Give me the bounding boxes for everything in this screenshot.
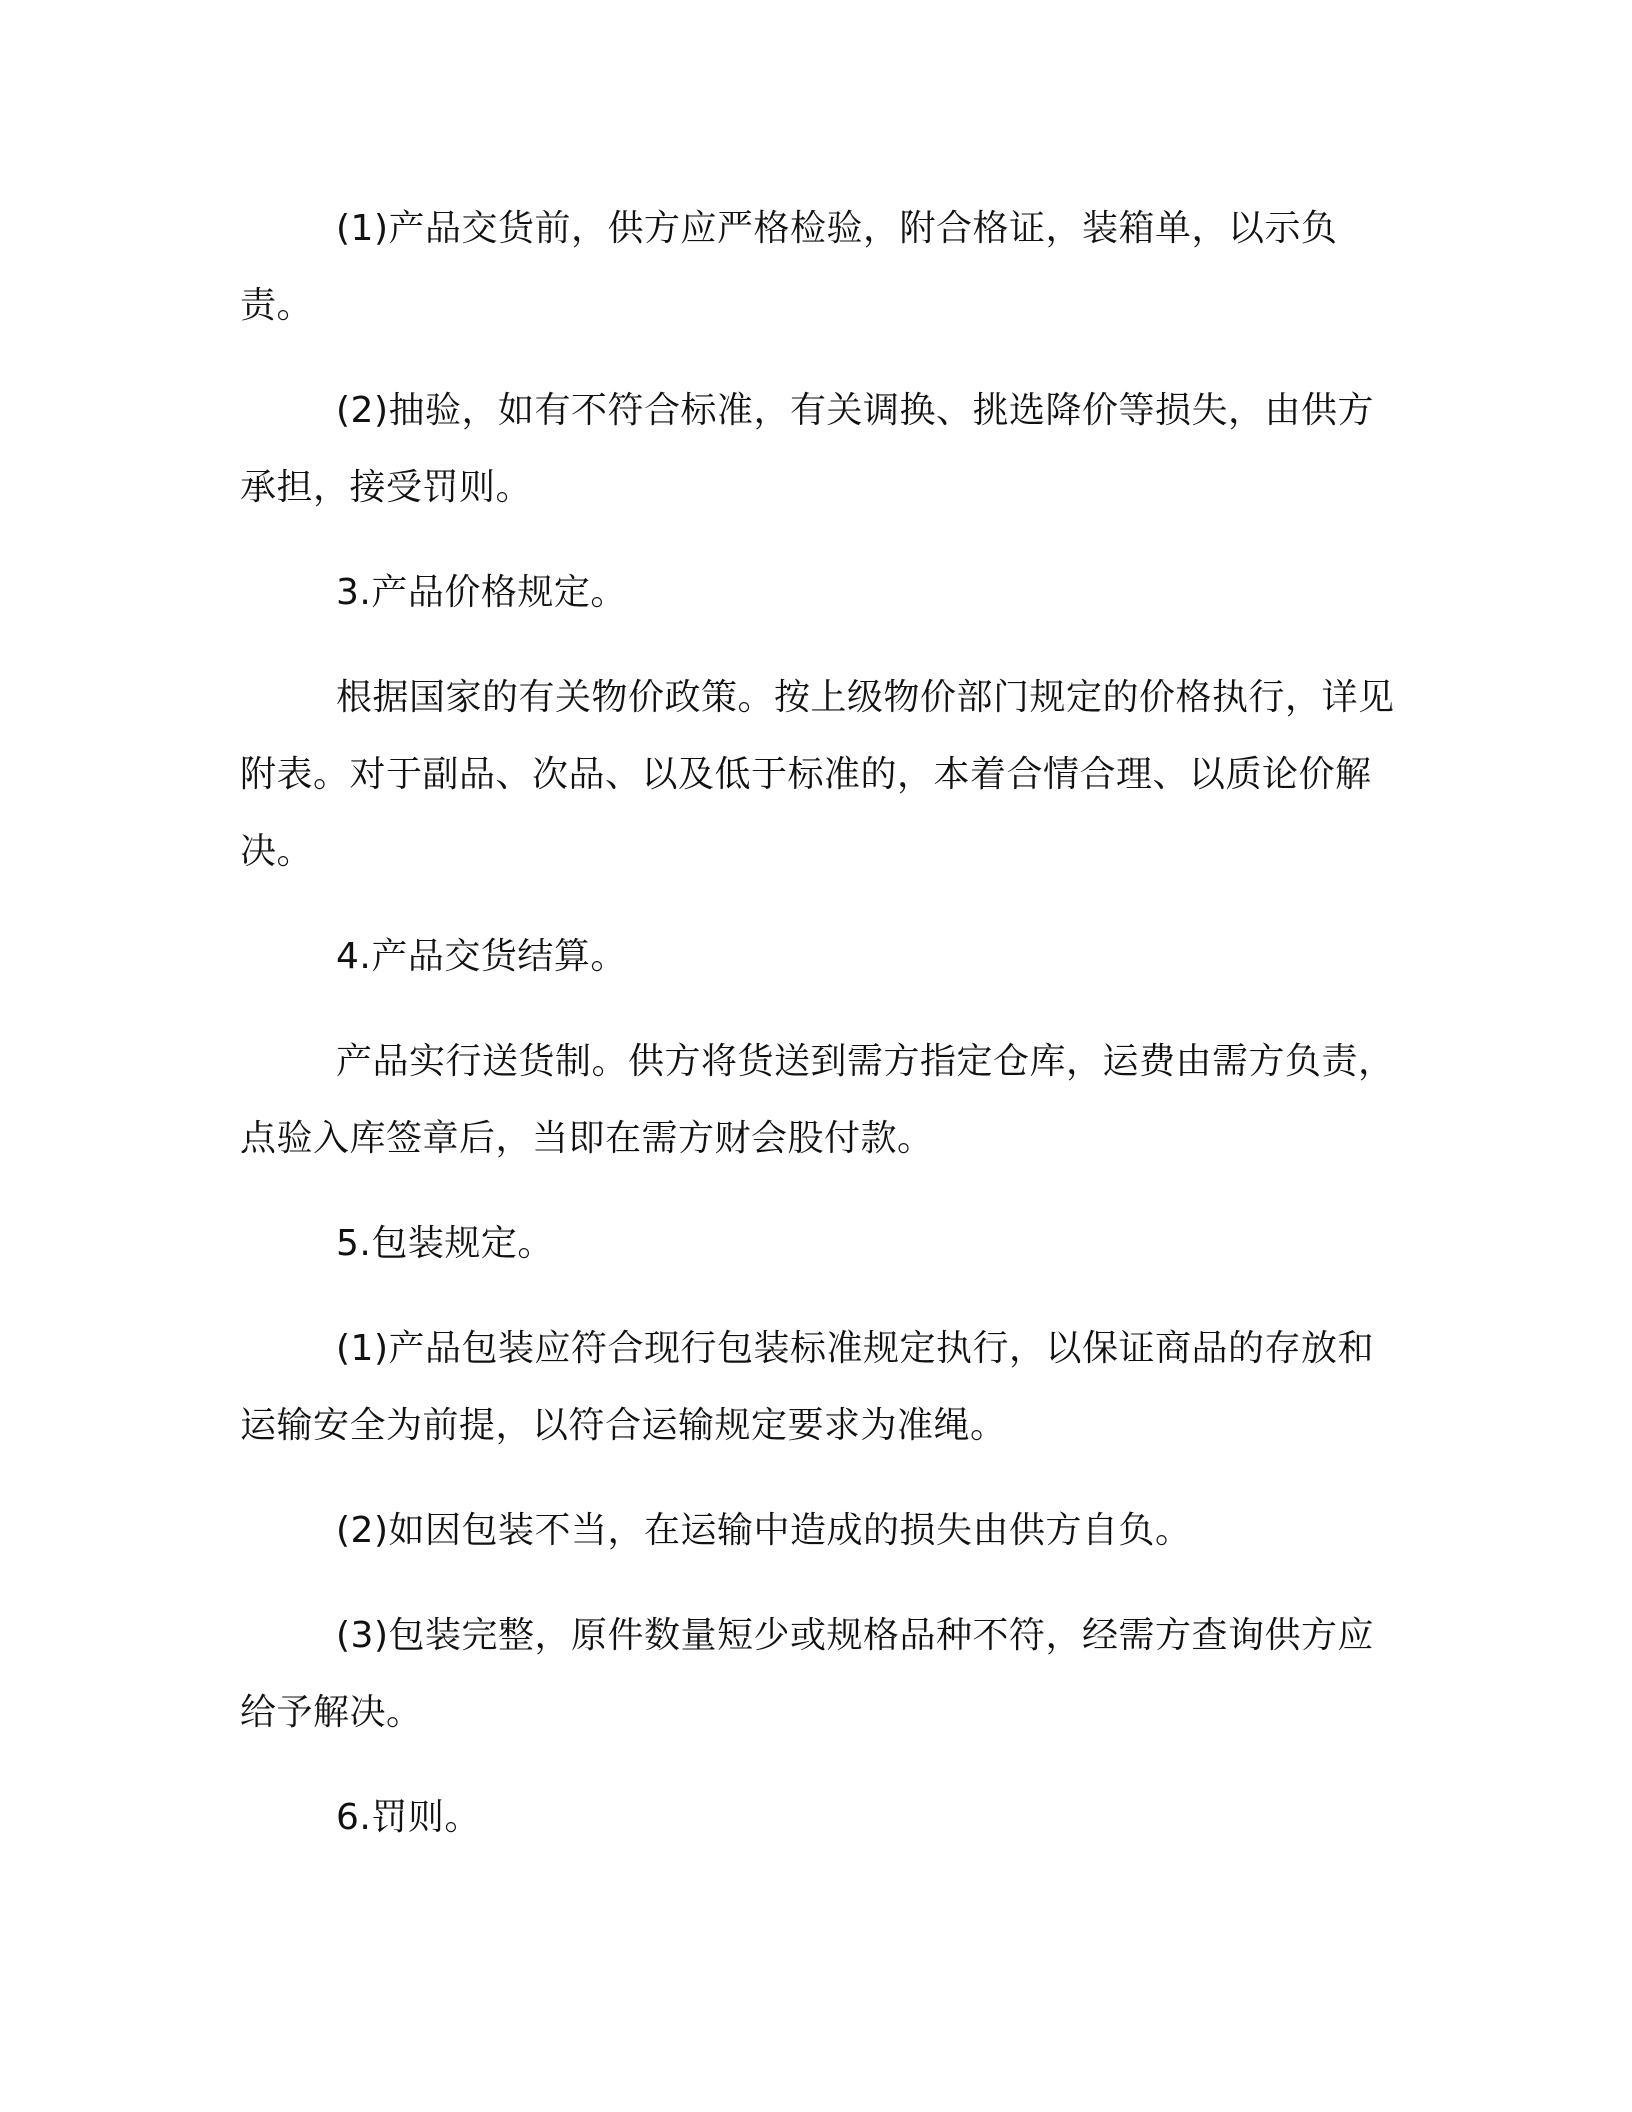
paragraph-delivery-settlement: 产品实行送货制。供方将货送到需方指定仓库，运费由需方负责，点验入库签章后，当即在需方财会股付款。 <box>240 1041 1395 1159</box>
paragraph-inspection-before-delivery: (1)产品交货前，供方应严格检验，附合格证，装箱单，以示负责。 <box>240 208 1338 326</box>
document-body <box>240 190 1400 1884</box>
paragraph-packaging-standard: (1)产品包装应符合现行包装标准规定执行，以保证商品的存放和运输安全为前提，以符合运输规定要求为准绳。 <box>240 1328 1374 1446</box>
section-heading-packaging: 5.包装规定。 <box>336 1223 554 1264</box>
paragraph-packaging-shortage: (3)包装完整，原件数量短少或规格品种不符，经需方查询供方应给予解决。 <box>240 1615 1374 1733</box>
section-heading-settlement: 4.产品交货结算。 <box>336 936 627 977</box>
section-heading-penalties: 6.罚则。 <box>336 1797 481 1838</box>
section-heading-price: 3.产品价格规定。 <box>336 572 627 613</box>
paragraph-packaging-loss: (2)如因包装不当，在运输中造成的损失由供方自负。 <box>336 1510 1192 1551</box>
paragraph-sampling-inspection: (2)抽验，如有不符合标准，有关调换、挑选降价等损失，由供方承担，接受罚则。 <box>240 390 1374 508</box>
paragraph-price-policy: 根据国家的有关物价政策。按上级物价部门规定的价格执行，详见附表。对于副品、次品、以及低于标准的，本着合情合理、以质论价解决。 <box>240 677 1395 872</box>
